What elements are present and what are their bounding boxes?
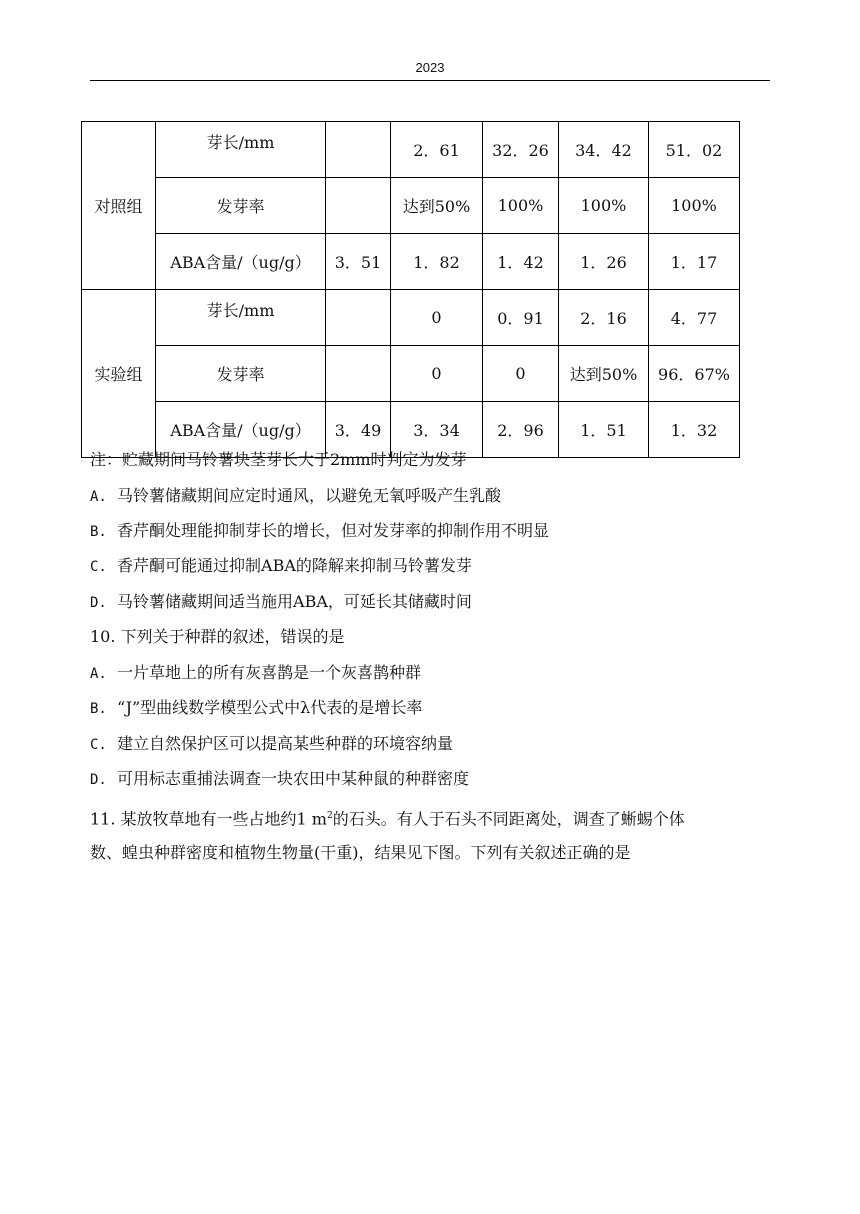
data-table (81, 121, 740, 458)
metric-label: ABA含量/（ug/g） (156, 402, 326, 458)
table-cell: 4．77 (649, 290, 740, 346)
table-cell: 1．26 (559, 234, 649, 290)
option-text: 香芹酮可能通过抑制ABA的降解来抑制马铃薯发芽 (117, 556, 472, 575)
q10-option-c (90, 734, 453, 755)
metric-label: 发芽率 (156, 178, 326, 234)
table-cell: 3．49 (326, 402, 391, 458)
table-cell: 1．17 (649, 234, 740, 290)
table-cell: 达到50% (391, 178, 483, 234)
table-cell: 1．51 (559, 402, 649, 458)
table-cell: 96．67% (649, 346, 740, 402)
table-cell: 0 (483, 346, 559, 402)
table-cell (326, 346, 391, 402)
table-cell: 0 (391, 346, 483, 402)
q11-text-b: 的石头。有人于石头不同距离处，调查了蜥蜴个体 (332, 809, 685, 829)
option-text: “J”型曲线数学模型公式中λ代表的是增长率 (117, 698, 423, 717)
q9-option-d (90, 592, 472, 613)
option-text: 马铃薯储藏期间适当施用ABA，可延长其储藏时间 (117, 592, 472, 611)
table-cell (326, 122, 391, 178)
q10-stem: 10. 下列关于种群的叙述，错误的是 (90, 627, 345, 646)
option-letter: A. (90, 489, 107, 505)
header-year: 2023 (415, 60, 445, 75)
table-cell: 0．91 (483, 290, 559, 346)
table-note: 注：贮藏期间马铃薯块茎芽长大于2mm时判定为发芽 (90, 450, 467, 469)
option-text: 建立自然保护区可以提高某些种群的环境容纳量 (117, 734, 454, 753)
q9-option-a (90, 486, 501, 507)
table-cell: 32．26 (483, 122, 559, 178)
option-letter: A. (90, 666, 107, 682)
option-letter: C. (90, 559, 107, 575)
table-row (82, 178, 740, 234)
option-text: 马铃薯储藏期间应定时通风，以避免无氧呼吸产生乳酸 (117, 486, 502, 505)
option-letter: B. (90, 524, 107, 540)
table-cell: 2．96 (483, 402, 559, 458)
table-cell: 3．51 (326, 234, 391, 290)
table-cell: 34．42 (559, 122, 649, 178)
table-cell: 100% (483, 178, 559, 234)
option-text: 可用标志重捕法调查一块农田中某种鼠的种群密度 (117, 769, 470, 788)
table-cell (326, 178, 391, 234)
table-cell: 2．16 (559, 290, 649, 346)
table-row (82, 346, 740, 402)
q10-option-a (90, 663, 421, 684)
q10-option-d (90, 769, 469, 790)
table-cell: 3．34 (391, 402, 483, 458)
option-letter: D. (90, 772, 107, 788)
option-letter: C. (90, 737, 107, 753)
q10-option-b (90, 698, 422, 719)
group-label: 实验组 (82, 290, 156, 458)
table-cell: 1．82 (391, 234, 483, 290)
table-row (82, 122, 740, 178)
option-text: 一片草地上的所有灰喜鹊是一个灰喜鹊种群 (117, 663, 422, 682)
table-cell: 0 (391, 290, 483, 346)
metric-label: 发芽率 (156, 346, 326, 402)
table-row (82, 234, 740, 290)
option-letter: B. (90, 701, 107, 717)
table-cell: 51．02 (649, 122, 740, 178)
q11-superscript: 2 (326, 811, 333, 821)
q11-stem-line2: 数、蝗虫种群密度和植物生物量(干重)，结果见下图。下列有关叙述正确的是 (90, 843, 631, 862)
group-label: 对照组 (82, 122, 156, 290)
option-text: 香芹酮处理能抑制芽长的增长，但对发芽率的抑制作用不明显 (117, 521, 550, 540)
header-rule (90, 80, 770, 81)
table-cell: 达到50% (559, 346, 649, 402)
option-letter: D. (90, 595, 107, 611)
table-cell: 100% (649, 178, 740, 234)
q11-text-a: 11. 某放牧草地有一些占地约1 m (90, 809, 327, 829)
table-row (82, 290, 740, 346)
table-cell (326, 290, 391, 346)
metric-label: 芽长/mm (156, 122, 326, 178)
table-cell: 2．61 (391, 122, 483, 178)
table-cell: 1．42 (483, 234, 559, 290)
metric-label: ABA含量/（ug/g） (156, 234, 326, 290)
table-cell: 100% (559, 178, 649, 234)
q9-option-c (90, 556, 472, 577)
q11-stem-line1 (90, 806, 685, 829)
metric-label: 芽长/mm (156, 290, 326, 346)
table-cell: 1．32 (649, 402, 740, 458)
q9-option-b (90, 521, 549, 542)
